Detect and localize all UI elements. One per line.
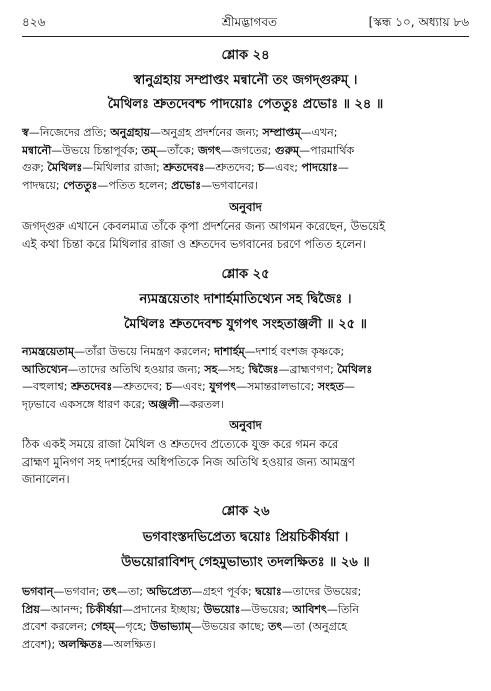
word-meaning: —গৃহে;: [114, 620, 151, 633]
sanskrit-word: দ্বিজৈঃ: [248, 362, 279, 376]
verse-line: মৈথিলঃ শ্রুতদেবশ্চ যুগপৎ সংহতাঞ্জলী ॥ ২৫ ॥: [124, 317, 367, 332]
word-meaning: —পারমার্থিক: [299, 143, 355, 157]
word-meaning: —তাদের অতিথি হওয়ার জন্য;: [67, 362, 205, 376]
word-meaning: —উভয়ের কাছে;: [190, 620, 269, 633]
word-meaning: —উভয়ের;: [240, 602, 293, 616]
word-meaning: —তা (অনুগ্রহে: [282, 620, 348, 633]
sanskrit-word: মন্বানৌ: [22, 143, 52, 157]
synonym-line: [22, 583, 474, 601]
word-meaning: গুরু;: [22, 161, 48, 174]
word-meaning: —অনুগ্রহ প্রদর্শনের জন্য;: [150, 126, 263, 139]
word-meaning: —এবং;: [264, 161, 302, 174]
sanskrit-word: উভয়োঃ: [203, 602, 241, 616]
word-meaning: —নিজেদের প্রতি;: [28, 126, 111, 139]
word-meaning: পাদদ্বয়ে;: [22, 178, 64, 192]
sanskrit-word: চিকীর্ষয়া: [86, 602, 122, 616]
sanskrit-word: উভাভ্যাম্‌: [150, 620, 191, 633]
word-meaning: —তা;: [116, 585, 147, 598]
sanskrit-word: প্রিয়: [22, 602, 40, 616]
header-rule: [22, 36, 469, 37]
sanskrit-word: পাদয়োঃ: [301, 161, 338, 174]
sanskrit-word: ভগবান্‌: [22, 585, 54, 598]
word-meaning: —গ্রহণ পূর্বক;: [191, 585, 256, 598]
synonym-line: [22, 601, 474, 619]
sanskrit-word: অঞ্জলী: [148, 397, 179, 411]
sanskrit-word: সম্প্রাপ্তম্‌: [262, 126, 301, 139]
sanskrit-word: চ: [258, 161, 264, 174]
verse-line: ন্যমন্ত্রয়েতাং দাশার্হমাতিথ্যেন সহ দ্বিজৈঃ ।: [139, 292, 352, 307]
word-meaning: —ভগবান;: [53, 585, 103, 598]
synonym-line: [22, 177, 474, 195]
running-header: [22, 14, 469, 32]
sanskrit-word: আবিশৎ: [292, 602, 327, 616]
word-meaning: —এখন;: [300, 126, 338, 139]
synonym-line: [22, 343, 474, 361]
word-meaning: —বহুলাশ্ব;: [22, 380, 72, 393]
word-meaning: —তাঁকে;: [156, 143, 198, 157]
verse-line: স্বানুগ্রহায় সম্প্রাপ্তং মন্বানৌ তং জগদ্‌গুরুম্‌ ।: [133, 73, 358, 88]
translation-heading: অনুবাদ: [229, 200, 262, 214]
synonym-line: [22, 142, 474, 160]
synonyms: [22, 343, 474, 413]
word-meaning: প্রবেশ করলেন;: [22, 620, 91, 633]
word-meaning: —শ্রুতদেব;: [112, 380, 166, 393]
sanskrit-word: গুরুম্‌: [274, 143, 300, 157]
sanskrit-word: জগৎ: [197, 143, 221, 157]
word-meaning: —জগতের;: [220, 143, 275, 157]
synonym-line: [22, 361, 474, 379]
sanskrit-word: সংহত: [317, 380, 344, 393]
word-meaning: —: [343, 380, 355, 393]
sanskrit-word: অনুগ্রহায়: [110, 126, 151, 139]
sanskrit-word: অলক্ষিতঃ: [58, 637, 103, 651]
word-meaning: প্রবেশ);: [22, 637, 59, 651]
translation-line: ঠিক একই সময়ে রাজা মৈথিল ও শ্রুতদেব প্রত্যেকে যুক্ত করে গমন করে: [22, 437, 339, 451]
sanskrit-word: শ্রুতদেবঃ: [71, 380, 113, 393]
word-meaning: —করতল।: [178, 397, 225, 411]
word-meaning: —তাদের উভয়ের;: [281, 585, 362, 598]
sanskrit-word: গেহম্‌: [90, 620, 115, 633]
verse-heading: শ্লোক ২৪: [221, 48, 270, 63]
synonym-line: [22, 396, 474, 414]
sanskrit-word: তৎ: [102, 585, 117, 598]
sanskrit-word: তৎ: [268, 620, 283, 633]
word-meaning: —ভগবানের।: [201, 178, 258, 192]
sanskrit-word: মৈথিলঃ: [47, 161, 83, 174]
translation: [22, 218, 474, 253]
synonyms: [22, 124, 474, 194]
translation-line: জগদ্‌গুরু এখানে কেবলমাত্র তাঁকে কৃপা প্রদর্শনের জন্য আগমন করেছেন, উভয়েই: [22, 219, 386, 233]
translation-heading: অনুবাদ: [229, 418, 262, 432]
word-meaning: —পতিত হলেন;: [97, 178, 172, 192]
sanskrit-word: স্ব: [22, 126, 29, 139]
word-meaning: —দশার্হ বংশজ কৃষ্ণকে;: [244, 345, 345, 358]
synonym-line: [22, 124, 474, 142]
verse-line: উভয়োরাবিশদ্‌ গেহমুভাভ্যাং তদলক্ষিতঃ ॥ ২৬ ॥: [121, 555, 370, 570]
synonyms: [22, 583, 474, 653]
word-meaning: —প্রদানের ইচ্ছায়;: [121, 602, 204, 616]
sanskrit-word: অভিপ্রেত্য: [146, 585, 192, 598]
sanskrit-word: ন্যমন্ত্রয়েতাম্‌: [22, 345, 74, 358]
word-meaning: —তিনি: [326, 602, 359, 616]
synonym-line: [22, 378, 474, 396]
sanskrit-word: মৈথিলঃ: [337, 362, 373, 376]
sanskrit-word: প্রভোঃ: [171, 178, 202, 192]
sanskrit-word: পেততুঃ: [63, 178, 98, 192]
synonym-line: [22, 159, 474, 177]
word-meaning: —তাঁরা উভয়ে নিমন্ত্রণ করলেন;: [73, 345, 215, 358]
translation-line: জানালেন।: [22, 472, 70, 486]
verse-heading: শ্লোক ২৫: [221, 267, 270, 282]
word-meaning: —অলক্ষিত।: [102, 637, 156, 651]
word-meaning: —শ্রুতদেব;: [204, 161, 259, 174]
verse-heading: শ্লোক ২৬: [221, 504, 270, 519]
translation-line: এই কথা চিন্তা করে মিথিলার রাজা ও শ্রুতদেব ভগবানের চরণে পতিত হলেন।: [22, 236, 366, 251]
sanskrit-word: তম্‌: [141, 143, 157, 157]
page-number: ৪২৬: [22, 15, 46, 29]
word-meaning: —আনন্দ;: [39, 602, 87, 616]
word-meaning: —সমান্তরালভাবে;: [236, 380, 318, 393]
translation-line: ব্রাহ্মণ মুনিগণ সহ দশার্হদের অধিপতিকে নিজ অতিথি হওয়ার জন্য আমন্ত্রণ: [22, 454, 355, 469]
word-meaning: —এবং;: [171, 380, 210, 393]
synonym-line: [22, 636, 474, 654]
verse-line: ভগবাংস্তদভিপ্রেত্য দ্বয়োঃ প্রিয়চিকীর্ষয়া ।: [142, 530, 349, 545]
translation: [22, 436, 474, 489]
word-meaning: —মিথিলার রাজা;: [82, 161, 164, 174]
verse-line: মৈথিলঃ শ্রুতদেবশ্চ পাদয়োঃ পেততুঃ প্রভোঃ ॥ ২৪ ॥: [107, 97, 384, 112]
word-meaning: দৃঢ়ভাবে একসঙ্গে ধারণ করে;: [22, 397, 149, 411]
word-meaning: —ব্রাহ্মণগণ;: [278, 362, 338, 376]
sanskrit-word: যুগপৎ: [209, 380, 237, 393]
word-meaning: —সহ;: [217, 362, 249, 376]
sanskrit-word: দ্বয়োঃ: [255, 585, 282, 598]
sanskrit-word: আতিথ্যেন: [22, 362, 68, 376]
chapter-reference: [স্কন্ধ ১০, অধ্যায় ৮৬: [368, 15, 469, 29]
sanskrit-word: সহ: [204, 362, 218, 376]
sanskrit-word: শ্রুতদেবঃ: [163, 161, 205, 174]
book-title: শ্রীমদ্ভাগবত: [222, 15, 278, 29]
word-meaning: —উভয়ে চিন্তাপূর্বক;: [51, 143, 142, 157]
synonym-line: [22, 618, 474, 636]
sanskrit-word: দাশার্হম্‌: [214, 345, 245, 358]
sanskrit-word: চ: [165, 380, 172, 393]
word-meaning: —: [337, 161, 349, 174]
